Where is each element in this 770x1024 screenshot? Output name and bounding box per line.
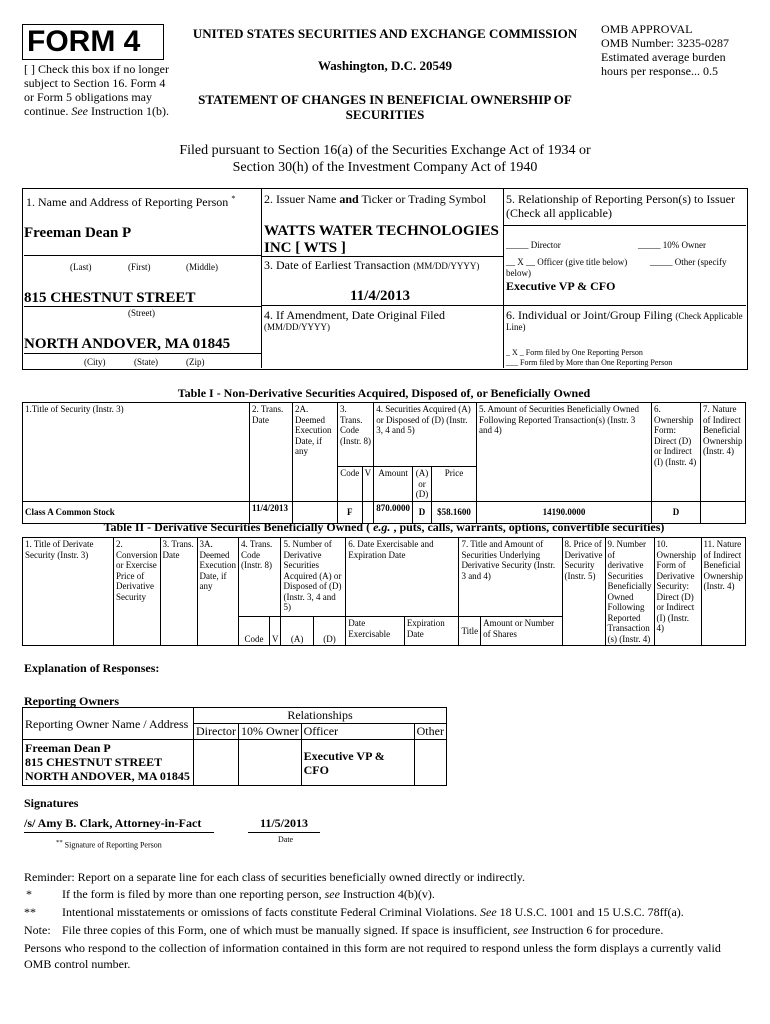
box1-asterisk: * bbox=[231, 194, 236, 203]
note3-pre: File three copies of this Form, one of which must be manually signed. If space is insufficient, bbox=[62, 923, 514, 937]
box3-label-text: 3. Date of Earliest Transaction bbox=[264, 258, 411, 272]
t1-row-price: $58.1600 bbox=[432, 501, 477, 523]
note-label: Note: bbox=[24, 923, 51, 937]
owner-officer-title: Executive VP & CFO bbox=[301, 740, 414, 786]
note1-post: Instruction 4(b)(v). bbox=[339, 887, 435, 901]
owner-ten-pct bbox=[238, 740, 301, 786]
form-title: FORM 4 bbox=[22, 24, 164, 60]
owner-other bbox=[414, 740, 446, 786]
box5-label-line2: (Check all applicable) bbox=[506, 206, 612, 220]
commission-city: Washington, D.C. 20549 bbox=[318, 58, 452, 73]
table1-title: Table I - Non-Derivative Securities Acquired, Disposed of, or Beneficially Owned bbox=[177, 386, 591, 400]
statement-title-line1: STATEMENT OF CHANGES IN BENEFICIAL OWNERSHIP OF bbox=[198, 92, 572, 107]
t2-h3a: 3A. Deemed Execution Date, if any bbox=[197, 538, 239, 646]
t2-v: V bbox=[269, 617, 281, 646]
box5-label-line1: 5. Relationship of Reporting Person(s) to Issuer bbox=[506, 192, 735, 206]
t2-h7: 7. Title and Amount of Securities Underlying Derivative Security (Instr. 3 and 4) bbox=[459, 538, 562, 617]
box2-label bbox=[264, 192, 486, 206]
owners-col-director: Director bbox=[194, 724, 239, 740]
box5-below: below) bbox=[506, 268, 531, 278]
instruction-ref: Instruction 1(b). bbox=[90, 104, 169, 118]
t1-row-amount: 870.0000 bbox=[374, 501, 413, 523]
t2-h11: 11. Nature of Indirect Beneficial Ownership (Instr. 4) bbox=[701, 538, 745, 646]
note1-see: see bbox=[324, 887, 340, 901]
filed-line2: Section 30(h) of the Investment Company Act of 1940 bbox=[232, 160, 538, 175]
signature-date: 11/5/2013 bbox=[260, 816, 309, 830]
note3-see: see bbox=[513, 923, 529, 937]
owners-col-other: Other bbox=[414, 724, 446, 740]
t1-h7: 7. Nature of Indirect Beneficial Ownership (Instr. 4) bbox=[701, 403, 746, 502]
label-state: (State) bbox=[134, 357, 158, 367]
owner-director bbox=[194, 740, 239, 786]
label-street: (Street) bbox=[128, 308, 155, 318]
t1-row-form: D bbox=[652, 501, 701, 523]
box6-option-one: _ X _ Form filed by One Reporting Person bbox=[506, 348, 643, 357]
reporting-owners-heading: Reporting Owners bbox=[24, 694, 119, 708]
t2-h2: 2. Conversion or Exercise Price of Derivative Security bbox=[114, 538, 161, 646]
note-star1: * bbox=[26, 887, 32, 901]
table2 bbox=[22, 537, 746, 646]
commission-name: UNITED STATES SECURITIES AND EXCHANGE COMMISSION bbox=[192, 26, 578, 41]
note-star2: ** bbox=[24, 905, 36, 919]
box4-label: 4. If Amendment, Date Original Filed bbox=[264, 308, 445, 322]
t1-h3: 3. Trans. Code (Instr. 8) bbox=[338, 403, 374, 467]
label-last: (Last) bbox=[70, 262, 92, 272]
t2-amount: Amount or Number of Shares bbox=[481, 617, 562, 646]
signature-label-text: Signature of Reporting Person bbox=[64, 840, 162, 850]
box1-label bbox=[26, 194, 235, 209]
check-box-instruction bbox=[24, 62, 174, 118]
box6-label bbox=[506, 308, 746, 322]
date-label: Date bbox=[278, 835, 294, 844]
note-line2 bbox=[62, 904, 684, 920]
issuer-name-line2: INC [ WTS ] bbox=[264, 240, 346, 256]
t1-row-title: Class A Common Stock bbox=[23, 501, 250, 523]
officer-title: Executive VP & CFO bbox=[506, 279, 616, 293]
table2-title-pre: Table II - Derivative Securities Beneficially Owned ( bbox=[103, 520, 374, 534]
earliest-transaction-date: 11/4/2013 bbox=[350, 288, 411, 304]
signature-label bbox=[56, 838, 162, 851]
owner-city: NORTH ANDOVER, MA 01845 bbox=[25, 769, 190, 783]
owner-name: Freeman Dean P bbox=[25, 741, 111, 755]
omb-title: OMB APPROVAL bbox=[601, 22, 693, 36]
omb-burden-line2: hours per response... 0.5 bbox=[601, 64, 718, 78]
omb-number: OMB Number: 3235-0287 bbox=[601, 36, 729, 50]
owners-col-officer: Officer bbox=[301, 724, 414, 740]
box2-label-and: and bbox=[339, 192, 359, 206]
table-row bbox=[23, 740, 447, 786]
reminder-note: Reminder: Report on a separate line for each class of securities beneficially owned directly or indirectly. bbox=[24, 870, 526, 884]
omb-approval bbox=[601, 22, 761, 78]
see-word: See bbox=[71, 104, 88, 118]
label-city: (City) bbox=[84, 357, 106, 367]
note1-pre: If the form is filed by more than one reporting person, bbox=[62, 887, 325, 901]
note-line4: Persons who respond to the collection of information contained in this form are not required to respond unless the form displays a currently valid OMB control number. bbox=[24, 941, 721, 971]
box5-officer: __ X __ Officer (give title below) bbox=[506, 257, 628, 267]
t2-h3: 3. Trans. Date bbox=[160, 538, 197, 646]
box3-label bbox=[264, 258, 479, 272]
t1-h2a: 2A. Deemed Execution Date, if any bbox=[293, 403, 338, 502]
box3-format: (MM/DD/YYYY) bbox=[413, 261, 480, 271]
box2-label-post: Ticker or Trading Symbol bbox=[358, 192, 487, 206]
reporting-person-name: Freeman Dean P bbox=[24, 225, 132, 241]
note2-see: See bbox=[480, 905, 497, 919]
t2-h4: 4. Trans. Code (Instr. 8) bbox=[239, 538, 281, 617]
signatures-heading: Signatures bbox=[24, 796, 79, 810]
statement-title-line2: SECURITIES bbox=[345, 107, 425, 122]
box1-label-text: 1. Name and Address of Reporting Person bbox=[26, 195, 229, 209]
t2-h6: 6. Date Exercisable and Expiration Date bbox=[346, 538, 459, 617]
reporting-owners-table bbox=[22, 707, 447, 786]
t2-h8: 8. Price of Derivative Security (Instr. 5) bbox=[562, 538, 605, 646]
filed-line1: Filed pursuant to Section 16(a) of the Securities Exchange Act of 1934 or bbox=[179, 143, 591, 158]
issuer-name-line1: WATTS WATER TECHNOLOGIES bbox=[264, 223, 499, 239]
box6-check: (Check Applicable bbox=[675, 311, 743, 321]
box5-director: _____ Director bbox=[506, 240, 561, 250]
note3-post: Instruction 6 for procedure. bbox=[528, 923, 664, 937]
signature-stars: ** bbox=[56, 839, 63, 846]
box6-label-text: 6. Individual or Joint/Group Filing bbox=[506, 308, 673, 322]
signer-name: /s/ Amy B. Clark, Attorney-in-Fact bbox=[24, 816, 202, 830]
box5-label bbox=[506, 192, 744, 220]
check-text: [ ] Check this box if no longer subject to Section 16. Form 4 or Form 5 obligations may continue. bbox=[24, 62, 169, 118]
table1 bbox=[22, 402, 746, 524]
box4-format: (MM/DD/YYYY) bbox=[264, 322, 330, 332]
t2-h1: 1. Title of Derivate Security (Instr. 3) bbox=[23, 538, 114, 646]
reporting-person-city: NORTH ANDOVER, MA 01845 bbox=[24, 336, 231, 352]
t1-row-date: 11/4/2013 bbox=[250, 501, 293, 523]
t2-h9: 9. Number of derivative Securities Beneficially Owned Following Reported Transaction (s) (Instr. 4) bbox=[605, 538, 654, 646]
owners-relationships: Relationships bbox=[194, 708, 447, 724]
t1-aod: (A) or (D) bbox=[413, 467, 432, 502]
t2-code: Code bbox=[239, 617, 270, 646]
t1-code: Code bbox=[338, 467, 363, 502]
box6-line: Line) bbox=[506, 322, 526, 332]
owners-col-name: Reporting Owner Name / Address bbox=[23, 708, 194, 740]
omb-burden-line1: Estimated average burden bbox=[601, 50, 726, 64]
t1-row-code: F bbox=[338, 501, 363, 523]
note-line1 bbox=[62, 886, 435, 902]
t1-row-owned: 14190.0000 bbox=[477, 501, 652, 523]
box2-label-pre: 2. Issuer Name bbox=[264, 192, 340, 206]
t1-price: Price bbox=[432, 467, 477, 502]
t2-date-exercisable: Date Exercisable bbox=[346, 617, 405, 646]
table2-title-eg: e.g. bbox=[373, 520, 391, 534]
reporting-person-street: 815 CHESTNUT STREET bbox=[24, 290, 196, 306]
box6-option-more: ___ Form filed by More than One Reporting Person bbox=[506, 358, 673, 367]
note2-pre: Intentional misstatements or omissions of facts constitute Federal Criminal Violations. bbox=[62, 905, 480, 919]
label-middle: (Middle) bbox=[186, 262, 218, 272]
t2-title: Title bbox=[459, 617, 481, 646]
t2-h10: 10. Ownership Form of Derivative Security: Direct (D) or Indirect (I) (Instr. 4) bbox=[654, 538, 701, 646]
owner-name-address bbox=[23, 740, 194, 786]
note2-post: 18 U.S.C. 1001 and 15 U.S.C. 78ff(a). bbox=[496, 905, 684, 919]
t2-a: (A) bbox=[281, 617, 313, 646]
t1-h6: 6. Ownership Form: Direct (D) or Indirect (I) (Instr. 4) bbox=[652, 403, 701, 502]
t2-d: (D) bbox=[313, 617, 345, 646]
t1-h5: 5. Amount of Securities Beneficially Owned Following Reported Transaction(s) (Instr. 3 and 4) bbox=[477, 403, 652, 502]
t1-row-aod: D bbox=[413, 501, 432, 523]
note-line3 bbox=[62, 922, 663, 938]
t1-v: V bbox=[362, 467, 374, 502]
label-zip: (Zip) bbox=[186, 357, 205, 367]
explanation-heading: Explanation of Responses: bbox=[24, 661, 160, 675]
box5-ten-percent-owner: _____ 10% Owner bbox=[638, 240, 706, 250]
owner-street: 815 CHESTNUT STREET bbox=[25, 755, 163, 769]
t1-h2: 2. Trans. Date bbox=[250, 403, 293, 502]
t1-h1: 1.Title of Security (Instr. 3) bbox=[23, 403, 250, 502]
t2-expiration: Expiration Date bbox=[404, 617, 459, 646]
t1-amount: Amount bbox=[374, 467, 413, 502]
table2-title bbox=[22, 520, 746, 534]
owners-col-ten-pct: 10% Owner bbox=[238, 724, 301, 740]
label-first: (First) bbox=[128, 262, 151, 272]
table2-title-post: , puts, calls, warrants, options, convertible securities) bbox=[390, 520, 665, 534]
t2-h5: 5. Number of Derivative Securities Acquired (A) or Disposed of (D) (Instr. 3, 4 and 5) bbox=[281, 538, 346, 617]
t1-h4: 4. Securities Acquired (A) or Disposed of (D) (Instr. 3, 4 and 5) bbox=[374, 403, 477, 467]
box5-other: _____ Other (specify bbox=[650, 257, 727, 267]
filed-pursuant bbox=[100, 142, 670, 176]
